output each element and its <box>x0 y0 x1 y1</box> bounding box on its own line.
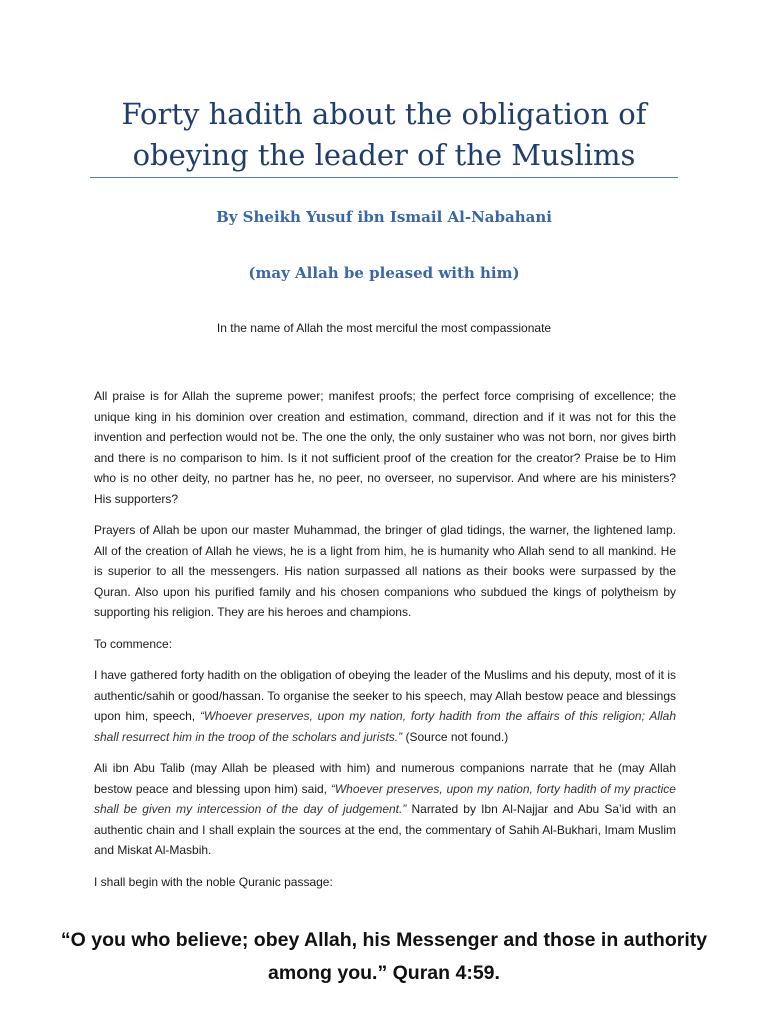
hadith-quote-intercession: “Whoever preserves, upon my nation, forty hadith of my practice shall be given my intercession of the day of judgement.” <box>94 781 676 816</box>
paragraph-gathered <box>94 665 676 747</box>
paragraph-narration <box>94 758 676 861</box>
author-line: By Sheikh Yusuf ibn Ismail Al-Nabahani <box>216 208 552 226</box>
document-title: Forty hadith about the obligation of obeying the leader of the Muslims <box>121 97 647 172</box>
paragraph-praise: All praise is for Allah the supreme power; manifest proofs; the perfect force comprising of excellence; the unique king in his dominion over creation and estimation, command, direction and if it was not for this the invention and perfection would not be. The one the only, the only sustainer who was not born, nor gives birth and there is no comparison to him. Is it not sufficient proof of the creation for the creator? Praise be to Him who is no other deity, no partner has he, no peer, no overseer, no supervisor. And where are his ministers? His supporters? <box>94 389 676 506</box>
narration-source: Narrated by Ibn Al-Najjar and Abu Sa’id with an authentic chain and I shall explain the sources at the end, the commentary of Sahih Al-Bukhari, Imam Muslim and Miskat Al-Masbih. <box>94 802 676 857</box>
paragraph-gathered-text: I have gathered forty hadith on the obligation of obeying the leader of the Muslims and his deputy, most of it is authentic/sahih or good/hassan. To organise the seeker to his speech, may Allah bestow peace and blessings upon him, speech, <box>94 668 676 723</box>
paragraph-commence: To commence: <box>94 636 173 651</box>
document-body <box>94 386 676 903</box>
paragraph-prayers: Prayers of Allah be upon our master Muhammad, the bringer of glad tidings, the warner, the lightened lamp. All of the creation of Allah he views, he is a light from him, he is humanity who Allah send to all mankind. He is superior to all the messengers. His nation surpassed all nations as their books were surpassed by the Quran. Also upon his purified family and his chosen companions who subdued the kings of polytheism by supporting his religion. They are his heroes and champions. <box>94 523 676 619</box>
basmala-line: In the name of Allah the most merciful the most compassionate <box>216 321 552 335</box>
title-divider <box>90 177 678 178</box>
paragraph-narration-text: Ali ibn Abu Talib (may Allah be pleased with him) and numerous companions narrate that he (may Allah bestow peace and blessing upon him) said, <box>94 761 676 796</box>
source-note: (Source not found.) <box>402 729 509 744</box>
hadith-quote-religion: “Whoever preserves, upon my nation, forty hadith from the affairs of this religion; Allah shall resurrect him in the troop of the scholars and jurists.” <box>94 709 676 744</box>
quran-verse: “O you who believe; obey Allah, his Messenger and those in authority among you.” Quran 4:59. <box>60 929 708 984</box>
paragraph-begin: I shall begin with the noble Quranic passage: <box>94 874 333 889</box>
author-blessing: (may Allah be pleased with him) <box>248 264 520 282</box>
